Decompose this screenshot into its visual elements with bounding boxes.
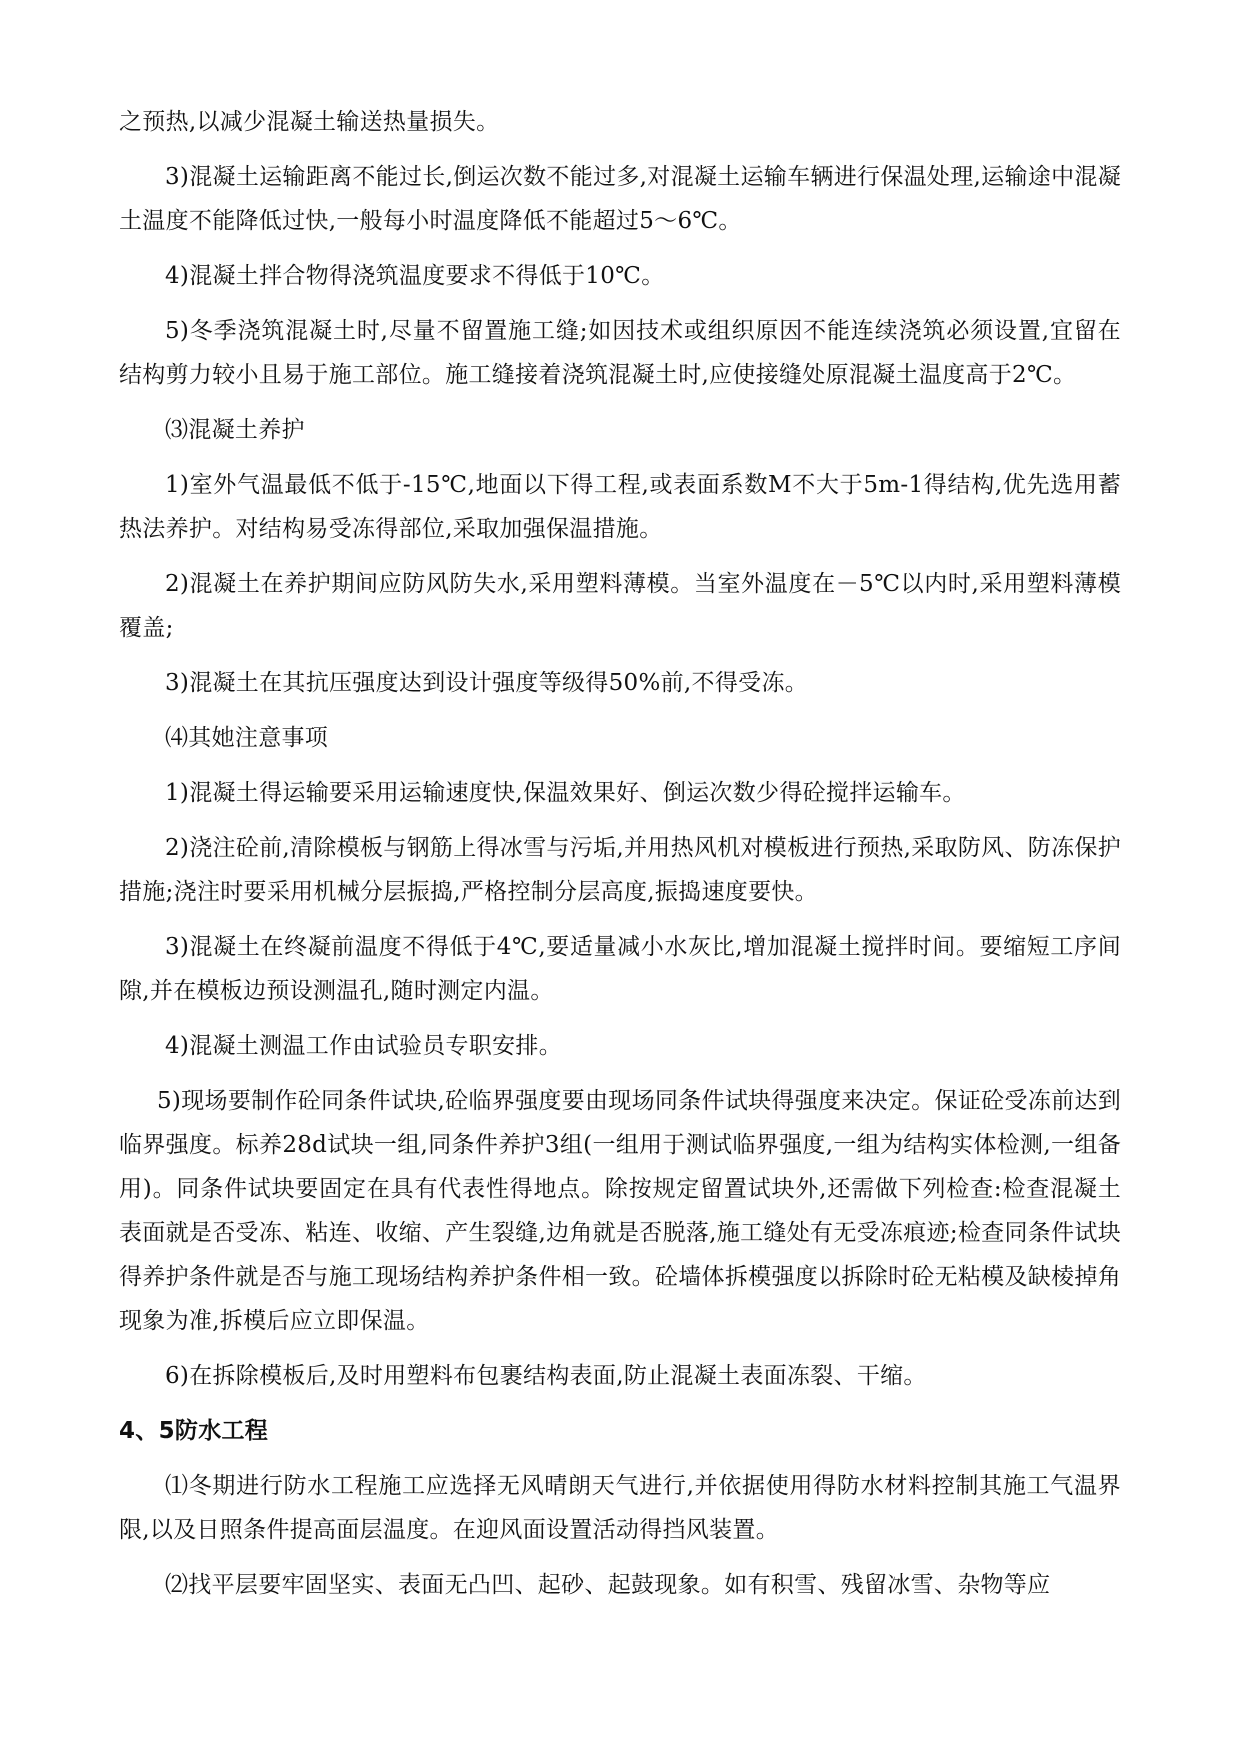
paragraph-pour-temperature: 4)混凝土拌合物得浇筑温度要求不得低于10℃。: [165, 263, 665, 289]
paragraph-waterproofing-2: ⑵找平层要牢固坚实、表面无凸凹、起砂、起鼓现象。如有积雪、残留冰雪、杂物等应: [165, 1572, 1051, 1598]
document-body: [119, 100, 1121, 1618]
paragraph-notes-2: 2)浇注砼前,清除模板与钢筋上得冰雪与污垢,并用热风机对模板进行预热,采取防风、防冻保护措施;浇注时要采用机械分层振捣,严格控制分层高度,振捣速度要快。: [119, 835, 1121, 905]
paragraph-notes-5: 5)现场要制作砼同条件试块,砼临界强度要由现场同条件试块得强度来决定。保证砼受冻前达到临界强度。标养28d试块一组,同条件养护3组(一组用于测试临界强度,一组为结构实体检测,一组备用)。同条件试块要固定在具有代表性得地点。除按规定留置试块外,还需做下列检查:检查混凝土表面就是否受冻、粘连、收缩、产生裂缝,边角就是否脱落,施工缝处有无受冻痕迹;检查同条件试块得养护条件就是否与施工现场结构养护条件相一致。砼墙体拆模强度以拆除时砼无粘模及缺棱掉角现象为准,拆模后应立即保温。: [119, 1088, 1121, 1334]
paragraph-curing-2: 2)混凝土在养护期间应防风防失水,采用塑料薄模。当室外温度在－5℃以内时,采用塑料薄模覆盖;: [119, 571, 1121, 641]
paragraph-continuation: 之预热,以减少混凝土输送热量损失。: [119, 109, 500, 135]
subheading-curing: ⑶混凝土养护: [165, 417, 305, 443]
paragraph-notes-4: 4)混凝土测温工作由试验员专职安排。: [165, 1033, 563, 1059]
paragraph-construction-joint: 5)冬季浇筑混凝土时,尽量不留置施工缝;如因技术或组织原因不能连续浇筑必须设置,宜留在结构剪力较小且易于施工部位。施工缝接着浇筑混凝土时,应使接缝处原混凝土温度高于2℃。: [119, 318, 1121, 388]
paragraph-waterproofing-1: ⑴冬期进行防水工程施工应选择无风晴朗天气进行,并依据使用得防水材料控制其施工气温界限,以及日照条件提高面层温度。在迎风面设置活动得挡风装置。: [119, 1473, 1121, 1543]
paragraph-notes-3: 3)混凝土在终凝前温度不得低于4℃,要适量减小水灰比,增加混凝土搅拌时间。要缩短工序间隙,并在模板边预设测温孔,随时测定内温。: [119, 934, 1121, 1004]
paragraph-notes-1: 1)混凝土得运输要采用运输速度快,保温效果好、倒运次数少得砼搅拌运输车。: [165, 780, 966, 806]
section-heading-waterproofing: 4、5防水工程: [119, 1418, 269, 1444]
subheading-other-notes: ⑷其她注意事项: [165, 725, 329, 751]
paragraph-curing-1: 1)室外气温最低不低于-15℃,地面以下得工程,或表面系数M不大于5m-1得结构,优先选用蓄热法养护。对结构易受冻得部位,采取加强保温措施。: [119, 472, 1121, 542]
paragraph-notes-6: 6)在拆除模板后,及时用塑料布包裹结构表面,防止混凝土表面冻裂、干缩。: [165, 1363, 927, 1389]
paragraph-transport-distance: 3)混凝土运输距离不能过长,倒运次数不能过多,对混凝土运输车辆进行保温处理,运输途中混凝土温度不能降低过快,一般每小时温度降低不能超过5～6℃。: [119, 164, 1121, 234]
paragraph-curing-3: 3)混凝土在其抗压强度达到设计强度等级得50%前,不得受冻。: [165, 670, 809, 696]
